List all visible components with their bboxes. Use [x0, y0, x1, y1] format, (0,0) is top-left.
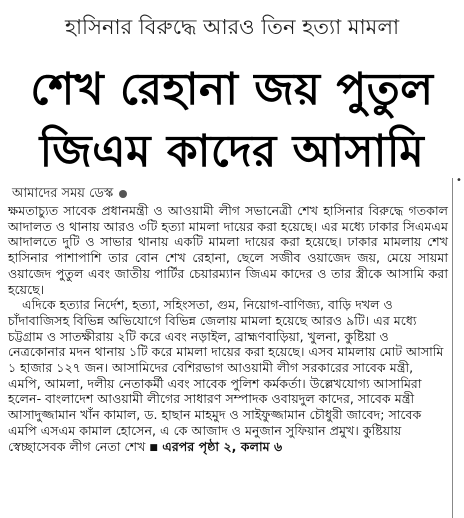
headline-line-1: শেখ রেহানা জয় পুতুল	[30, 64, 434, 115]
paragraph: ক্ষমতাচ্যুত সাবেক প্রধানমন্ত্রী ও আওয়ামী লীগ সভানেত্রী শেখ হাসিনার বিরুদ্ধে গতকাল আদালত ও থানায় আরও ৩টি হত্যা মামলা দায়ের করা হয়েছে। এর মধ্যে ঢাকার সিএমএম আদালতে দুটি ও সাভার থানায় একটি মামলা দায়ের করা হয়েছে। ঢাকার মামলায় শেখ হাসিনার পাশাপাশি তার বোন শেখ রেহানা, ছেলে সজীব ওয়াজেদ জয়, মেয়ে সায়মা ওয়াজেদ পুতুল এবং জাতীয় পার্টির চেয়ারম্যান জিএম কাদের ও তার স্ত্রীকে আসামি করা হয়েছে।	[8, 203, 448, 297]
continuation-jump	[149, 439, 282, 454]
article-kicker: হাসিনার বিরুদ্ধে আরও তিন হত্যা মামলা	[64, 15, 400, 39]
byline-text: আমাদের সময় ডেস্ক	[12, 186, 114, 201]
paragraph-text: এদিকে হত্যার নির্দেশ, হত্যা, সহিংসতা, গুম, নিয়োগ-বাণিজ্য, বাড়ি দখল ও চাঁদাবাজিসহ বিভিন্ন অভিযোগে বিভিন্ন জেলায় মামলা হয়েছে আরও ৯টি। এর মধ্যে চট্টগ্রাম ও সাতক্ষীরায় ২টি করে এবং নড়াইল, ব্রাহ্মণবাড়িয়া, খুলনা, কুষ্টিয়া ও নেত্রকোনার মদন থানায় ১টি করে মামলা দায়ের করা হয়েছে। এসব মামলায় মোট আসামি ১ হাজার ১২৭ জন। আসামিদের বেশিরভাগ আওয়ামী লীগ সরকারের সাবেক মন্ত্রী, এমপি, আমলা, দলীয় নেতাকর্মী এবং সাবেক পুলিশ কর্মকর্তা। উল্লেখযোগ্য আসামিরা হলেন- বাংলাদেশ আওয়ামী লীগের সাধারণ সম্পাদক ওবায়দুল কাদের, সাবেক মন্ত্রী আসাদুজ্জামান খাঁন কামাল, ড. হাছান মাহমুদ ও সাইফুজ্জামান চৌধুরী জাবেদ; সাবেক এমপি এসএম কামাল হোসেন, এ কে আজাদ ও মনুজান সুফিয়ান প্রমুখ। কুষ্টিয়ায় স্বেচ্ছাসেবক লীগ নেতা শেখ	[8, 297, 444, 454]
headline-line-2: জিএম কাদের আসামি	[39, 126, 425, 177]
byline-bullet-icon	[119, 190, 127, 198]
column-divider	[452, 178, 453, 518]
jump-arrow-icon: ■	[149, 442, 158, 453]
paragraph	[8, 297, 448, 456]
article-body	[8, 203, 448, 456]
continuation-jump-text: এরপর পৃষ্ঠা ২, কলাম ৬	[162, 438, 283, 454]
adjacent-column-mark: •	[456, 175, 462, 186]
byline	[12, 186, 127, 202]
